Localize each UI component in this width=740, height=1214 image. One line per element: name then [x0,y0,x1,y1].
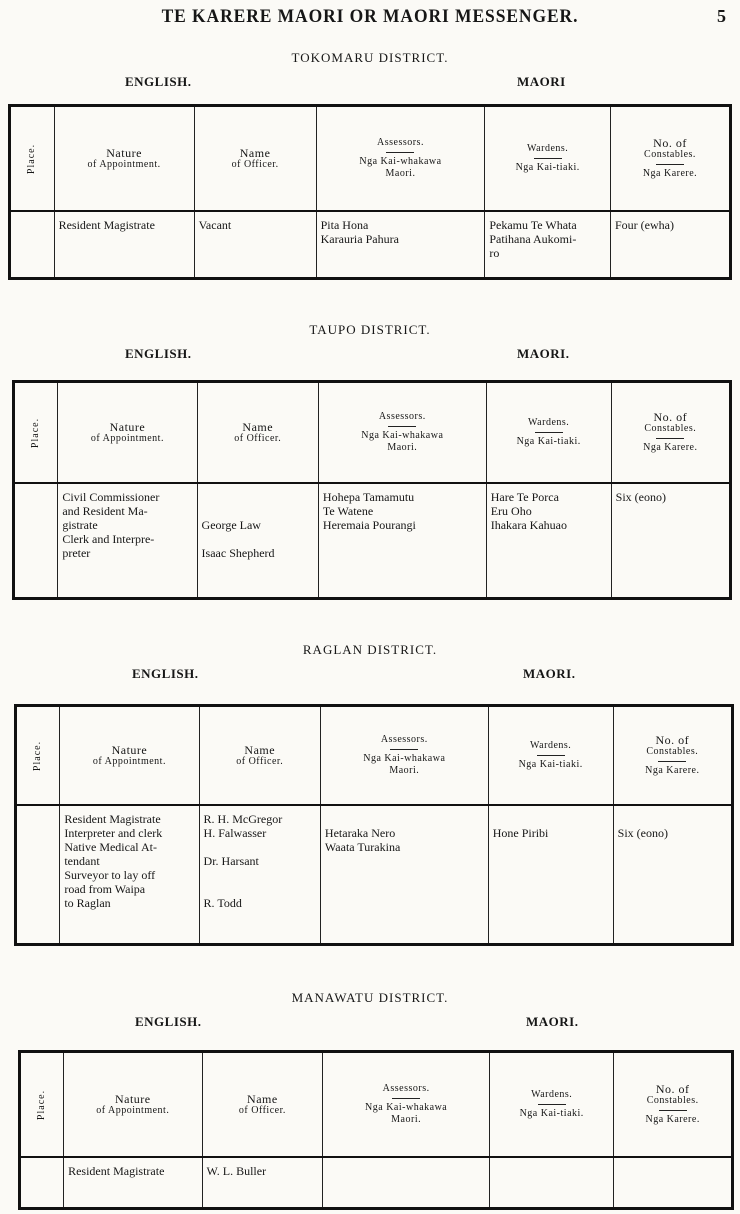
nature-header [58,383,197,483]
district-name: MANAWATU DISTRICT. [291,990,449,1005]
assessors-cell: Hetaraka Nero Waata Turakina [320,805,488,943]
place-header [15,383,58,483]
constables-header-line3: Nga Karere. [643,442,698,453]
place-label: Place. [32,740,44,771]
appointments-table [18,1050,734,1210]
constables-header-line2: Constables. [644,423,697,434]
header-rule [656,438,684,439]
constables-header-line1: No. of [653,136,687,150]
header-rule [535,432,563,433]
nature-header-line1: Nature [109,419,146,434]
name-header-line2: of Officer. [234,432,282,444]
name-header [194,107,316,211]
assessors-header-line2: Nga Kai-whakawa [363,753,446,764]
constables-cell: Four (ewha) [610,211,729,277]
assessors-cell: Hohepa Tamamutu Te Watene Heremaia Pourangi [318,483,486,597]
wardens-header [490,1053,614,1157]
name-header-line2: of Officer. [238,1104,286,1116]
district-name: RAGLAN DISTRICT. [302,642,438,657]
table-row [17,805,731,943]
maori-label: MAORI. [523,666,576,681]
header-rule [537,755,565,756]
assessors-header-line1: Assessors. [377,137,424,148]
place-label: Place. [30,417,42,448]
constables-header [613,707,731,805]
table-row [15,483,729,597]
nature-header-line2: of Appointment. [92,755,166,767]
constables-header [610,107,729,211]
wardens-header-line1: Wardens. [527,143,569,154]
constables-header [611,383,729,483]
appointments-table [12,380,732,600]
district-name: TOKOMARU DISTRICT. [291,50,449,65]
wardens-header-line1: Wardens. [531,1089,573,1100]
constables-cell [614,1157,731,1207]
assessors-header-line3: Maori. [389,765,420,776]
table-row [21,1157,731,1207]
place-label: Place. [36,1089,48,1120]
assessors-header-line1: Assessors. [378,411,426,422]
assessors-cell: Pita Hona Karauria Pahura [316,211,485,277]
nature-header [64,1053,202,1157]
constables-header-line1: No. of [655,733,690,747]
constables-header-line1: No. of [655,1082,690,1096]
header-rule [656,164,684,165]
assessors-header-line2: Nga Kai-whakawa [361,430,444,441]
nature-header-line2: of Appointment. [90,432,164,444]
wardens-header-line2: Nga Kai-tiaki. [518,759,583,770]
assessors-header-line3: Maori. [385,168,416,179]
nature-header-line1: Nature [114,1091,151,1106]
officer-cell: R. H. McGregor H. Falwasser Dr. Harsant R. Todd [199,805,320,943]
name-header-line2: of Officer. [236,755,284,767]
assessors-cell [323,1157,490,1207]
english-label: ENGLISH. [125,74,192,89]
english-label: ENGLISH. [132,666,199,681]
nature-cell: Resident Magistrate [64,1157,202,1207]
header-rule [659,1110,687,1111]
header-rule [386,152,414,153]
assessors-header-line3: Maori. [391,1114,422,1125]
constables-header-line3: Nga Karere. [645,765,700,776]
constables-header-line3: Nga Karere. [645,1114,700,1125]
wardens-header [486,383,611,483]
assessors-header [318,383,486,483]
district-name: TAUPO DISTRICT. [309,322,431,337]
header-rule [538,1104,566,1105]
page-number: 5 [717,6,726,26]
maori-label: MAORI. [517,346,570,361]
appointments-table [8,104,732,280]
constables-header-line2: Constables. [644,149,696,160]
wardens-header [485,107,611,211]
wardens-cell: Hone Piribi [488,805,613,943]
constables-header [614,1053,731,1157]
nature-header-line1: Nature [111,742,148,757]
table-header-row [15,383,729,483]
officer-cell: W. L. Buller [202,1157,323,1207]
place-cell [15,483,58,597]
assessors-header [320,707,488,805]
place-cell [11,211,54,277]
masthead [0,2,740,32]
english-label: ENGLISH. [125,346,192,361]
assessors-header-line2: Nga Kai-whakawa [365,1102,448,1113]
name-header-line2: of Officer. [231,158,279,170]
header-rule [534,158,562,159]
assessors-header-line1: Assessors. [382,1083,430,1094]
nature-header [60,707,199,805]
header-rule [390,749,418,750]
nature-header-line2: of Appointment. [96,1104,170,1116]
place-cell [17,805,60,943]
assessors-header [316,107,485,211]
nature-header-line2: of Appointment. [87,158,161,170]
wardens-header-line1: Wardens. [528,417,570,428]
name-header-line1: Name [239,145,271,160]
nature-cell: Resident Magistrate [54,211,194,277]
nature-cell: Resident Magistrate Interpreter and clerk Native Medical At- tendant Surveyor to lay off road from Waipa to Raglan [60,805,199,943]
name-header-line1: Name [242,419,274,434]
maori-label: MAORI [517,74,566,89]
wardens-header-line2: Nga Kai-tiaki. [516,436,581,447]
table-header-row [17,707,731,805]
english-label: ENGLISH. [135,1014,202,1029]
nature-header [54,107,194,211]
wardens-header-line1: Wardens. [530,740,572,751]
wardens-cell: Hare Te Porca Eru Oho Ihakara Kahuao [486,483,611,597]
table-row [11,211,729,277]
constables-header-line3: Nga Karere. [642,168,698,179]
assessors-header-line3: Maori. [387,442,418,453]
constables-header-line2: Constables. [646,746,699,757]
constables-header-line1: No. of [653,410,688,424]
name-header [199,707,320,805]
name-header [202,1053,323,1157]
assessors-header [323,1053,490,1157]
wardens-cell: Pekamu Te Whata Patihana Aukomi- ro [485,211,611,277]
appointments-table [14,704,734,946]
name-header-line1: Name [244,742,276,757]
wardens-header [488,707,613,805]
nature-header-line1: Nature [106,145,142,160]
constables-header-line2: Constables. [646,1095,699,1106]
page-title: TE KARERE MAORI OR MAORI MESSENGER. [161,6,579,27]
maori-label: MAORI. [526,1014,579,1029]
place-header [11,107,54,211]
place-header [21,1053,64,1157]
assessors-header-line1: Assessors. [380,734,428,745]
officer-cell: Vacant [194,211,316,277]
place-cell [21,1157,64,1207]
assessors-header-line2: Nga Kai-whakawa [359,156,442,167]
place-header [17,707,60,805]
table-header-row [11,107,729,211]
header-rule [392,1098,420,1099]
wardens-header-line2: Nga Kai-tiaki. [519,1108,584,1119]
wardens-header-line2: Nga Kai-tiaki. [515,162,580,173]
name-header [197,383,318,483]
header-rule [658,761,686,762]
nature-cell: Civil Commissioner and Resident Ma- gistrate Clerk and Interpre- preter [58,483,197,597]
header-rule [388,426,416,427]
name-header-line1: Name [247,1091,278,1106]
officer-cell: George Law Isaac Shepherd [197,483,318,597]
table-header-row [21,1053,731,1157]
constables-cell: Six (eono) [613,805,731,943]
constables-cell: Six (eono) [611,483,729,597]
place-label: Place. [26,143,38,174]
wardens-cell [490,1157,614,1207]
